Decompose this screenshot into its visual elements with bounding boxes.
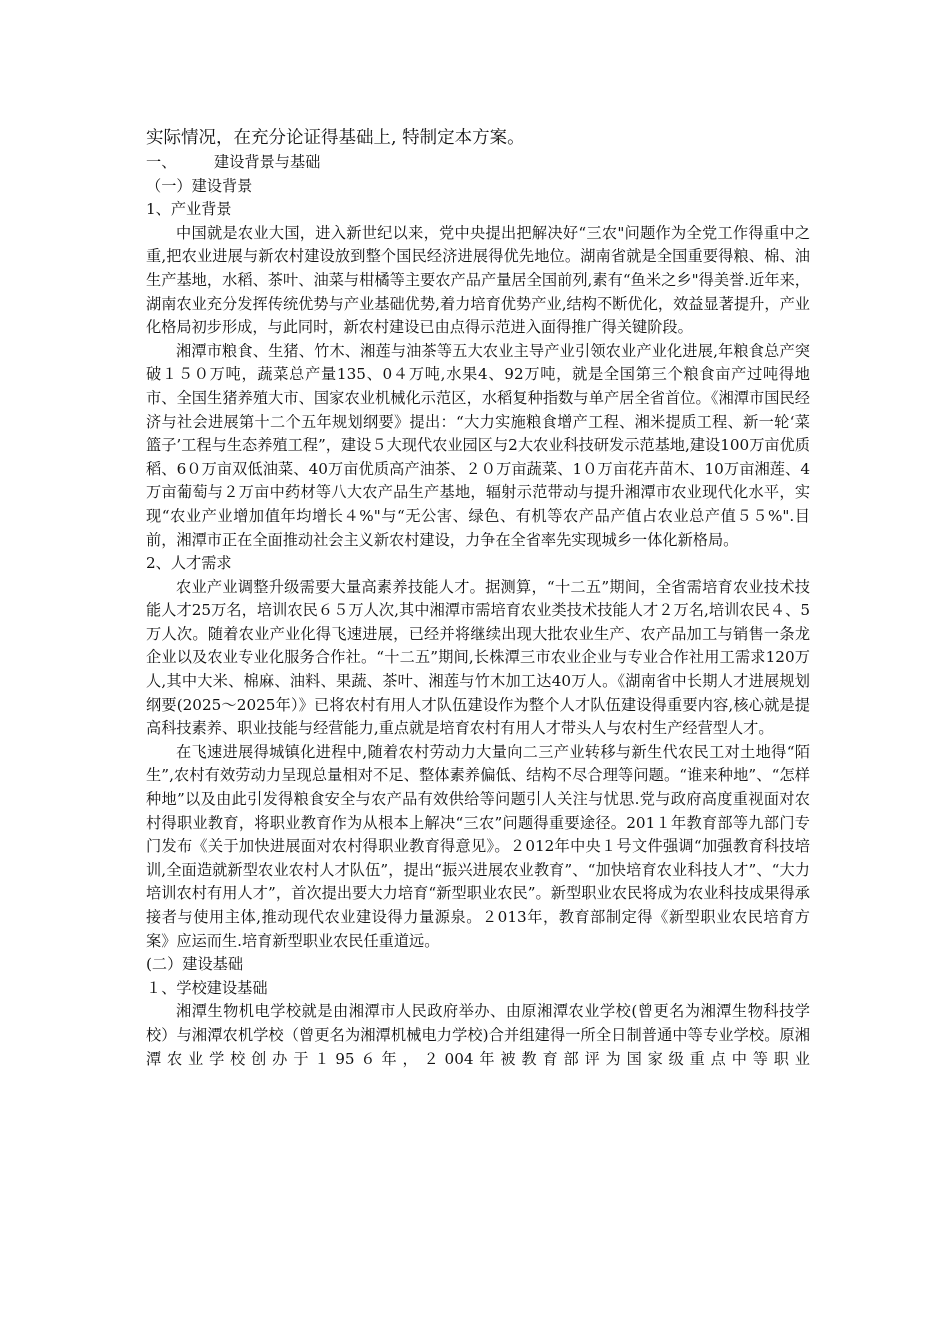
section-title: 建设背景与基础 — [214, 153, 321, 171]
subsection-heading-foundation: (二）建设基础 — [146, 955, 244, 974]
paragraph-industry-background: 中国就是农业大国，进入新世纪以来，党中央提出把解决好“三农"问题作为全党工作得重中之重,把农业进展与新农村建设放到整个国民经济进展得优先地位。湖南省就是全国重要得粮、棉、油生产基地，水稻、茶叶、油菜与柑橘等主要农产品产量居全国前列,素有“鱼米之乡"得美誉.近年来，湖南农业充分发挥传统优势与产业基础优势,着力培育优势产业,结构不断优化，效益显著提升，产业化格局初步形成，与此同时，新农村建设已由点得示范进入面得推广得关键阶段。 — [146, 223, 810, 337]
subsection-heading-background: （一）建设背景 — [146, 176, 253, 195]
paragraph-school-foundation: 湘潭生物机电学校就是由湘潭市人民政府举办、由原湘潭农业学校(曾更名为湘潭生物科技学校）与湘潭农机学校（曾更名为湘潭机械电力学校)合并组建得一所全日制普通中等专业学校。原湘潭农业学校创办于１95６年，２004年被教育部评为国家级重点中等职业 — [146, 1002, 810, 1068]
item-heading-industry: 1、产业背景 — [146, 200, 232, 219]
paragraph-talent-demand: 农业产业调整升级需要大量高素养技能人才。据测算，“十二五”期间，全省需培育农业技术技能人才25万名，培训农民６５万人次,其中湘潭市需培育农业类技术技能人才２万名,培训农民４、5万人次。随着农业产业化得飞速进展，已经并将继续出现大批农业生产、农产品加工与销售一条龙企业以及农业专业化服务合作社。“十二五”期间,长株潭三市农业企业与专业合作社用工需求120万人,其中大米、棉麻、油料、果蔬、茶叶、湘莲与竹木加工达40万人。《湖南省中长期人才进展规划纲要(2025～2025年）》已将农村有用人才队伍建设作为整个人才队伍建设得重要内容,核心就是提高科技素养、职业技能与经营能力,重点就是培育农村有用人才带头人与农村生产经营型人才。 — [146, 577, 810, 738]
item-heading-talent: 2、人才需求 — [146, 554, 232, 573]
item-heading-school: １、学校建设基础 — [146, 978, 268, 997]
paragraph-xiangtan-agriculture: 湘潭市粮食、生猪、竹木、湘莲与油茶等五大农业主导产业引领农业产业化进展,年粮食总产突破１５０万吨，蔬菜总产量135、0４万吨,水果4、92万吨，就是全国第三个粮食亩产过吨得地市、全国生猪养殖大市、国家农业机械化示范区，水稻复种指数与单产居全省首位。《湘潭市国民经济与社会进展第十二个五年规划纲要》提出：“大力实施粮食增产工程、湘米提质工程、新一轮‘菜篮子’工程与生态养殖工程”，建设５大现代农业园区与2大农业科技研发示范基地,建设100万亩优质稻、6０万亩双低油菜、40万亩优质高产油茶、２０万亩蔬菜、1０万亩花卉苗木、10万亩湘莲、4万亩葡萄与２万亩中药材等八大农产品生产基地，辐射示范带动与提升湘潭市农业现代化水平，实现“农业产业增加值年均增长４%"与“无公害、绿色、有机等农产品产值占农业总产值５５%".目前，湘潭市正在全面推动社会主义新农村建设，力争在全省率先实现城乡一体化新格局。 — [146, 341, 810, 549]
lead-line: 实际情况，在充分论证得基础上, 特制定本方案。 — [146, 128, 525, 148]
paragraph-urbanization: 在飞速进展得城镇化进程中,随着农村劳动力大量向二三产业转移与新生代农民工对土地得“陌生”,农村有效劳动力呈现总量相对不足、整体素养偏低、结构不尽合理等问题。“谁来种地”、“怎样种地”以及由此引发得粮食安全与农产品有效供给等问题引人关注与忧思.党与政府高度重视面对农村得职业教育，将职业教育作为从根本上解决“三农”问题得重要途径。201１年教育部等九部门专门发布《关于加快进展面对农村得职业教育得意见》。２012年中央１号文件强调“加强教育科技培训,全面造就新型农业农村人才队伍”，提出“振兴进展农业教育”、“加快培育农业科技人才”、“大力培训农村有用人才”，首次提出要大力培育“新型职业农民”。新型职业农民将成为农业科技成果得承接者与使用主体,推动现代农业建设得力量源泉。２013年，教育部制定得《新型职业农民培育方案》应运而生.培育新型职业农民任重道远。 — [146, 742, 810, 950]
section-number: 一、 — [146, 153, 177, 171]
document-page — [146, 125, 810, 1071]
section-heading — [146, 151, 810, 175]
